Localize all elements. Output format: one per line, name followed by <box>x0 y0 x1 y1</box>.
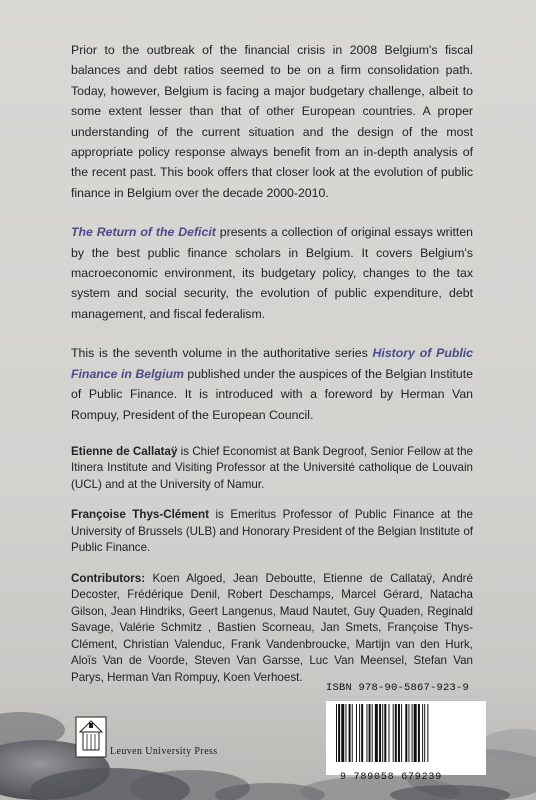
intro-paragraph: Prior to the outbreak of the financial crisis in 2008 Belgium's fiscal balances and debt ratios seemed to be on a firm consolidation path. Today, however, Belgium is facing a major budgetary challenge, albeit to some extent lesser than that of other European countries. A proper understanding of the current situation and the design of the most appropriate policy response always benefit from an in-depth analysis of the recent past. This book offers that closer look at the evolution of public finance in Belgium over the decade 2000-2010. <box>71 43 473 200</box>
barcode-bar <box>361 704 363 762</box>
building-icon <box>75 716 115 760</box>
contributors-paragraph <box>71 571 473 687</box>
barcode-bar <box>338 704 340 762</box>
barcode-bar <box>414 704 417 762</box>
publisher-name: Leuven University Press <box>110 746 218 757</box>
barcode-bar <box>375 704 378 762</box>
series-title: History of Public Finance in Belgium <box>71 346 474 381</box>
series-paragraph <box>71 343 473 425</box>
barcode-bar <box>369 704 371 762</box>
barcode-bar <box>341 704 344 762</box>
author-description: is Emeritus Professor of Public Finance at the University of Brussels (ULB) and Honorary President of the Belgian Institute of Public Finance. <box>71 508 474 555</box>
barcode-bar <box>345 704 346 762</box>
author-bio <box>71 507 473 557</box>
contributors-list: Koen Algoed, Jean Deboutte, Etienne de Callataÿ, André Decoster, Frédérique Denil, Robert Deschamps, Marcel Gérard, Natacha Gilson, Jean Hindriks, Geert Langenus, Maud Nautet, Guy Quaden, Reginald Savage, Valérie Schmitz , Bastien Scorneau, Jan Smets, Françoise Thys-Clément, Christian Valenduc, Frank Vandenbroucke, Martijn van den Hurk, Aloïs Van de Voorde, Steven Van Garsse, Luc Van Meensel, Stefan Van Parys, Herman Van Rompuy, Koen Verhoest. <box>71 571 473 684</box>
barcode-bar <box>424 704 425 762</box>
barcode-bar <box>389 704 390 762</box>
barcode-bar <box>352 704 353 762</box>
isbn-label: ISBN 978-90-5867-923-9 <box>326 682 470 694</box>
barcode-bar <box>356 704 357 762</box>
barcode-bar <box>398 704 400 762</box>
cover-text <box>71 40 473 705</box>
author-description: is Chief Economist at Bank Degroof, Senior Fellow at the Itinera Institute and Visiting Professor at the Université catholique de Louvain (UCL) and at the University of Namur. <box>71 444 473 491</box>
barcode-bar <box>384 704 386 762</box>
contributors-label: Contributors: <box>71 571 146 585</box>
barcode-bar <box>405 704 407 762</box>
barcode-bar <box>372 704 373 762</box>
barcode-bar <box>412 704 413 762</box>
book-description: presents a collection of original essays written by the best public finance scholars in Belgium. It covers Belgium's macroeconomic environment, its budgetary policy, changes to the tax system and social security, the evolution of public expenditure, debt management, and fiscal federalism. <box>71 225 473 321</box>
barcode-bar <box>418 704 420 762</box>
barcode-image <box>326 701 486 775</box>
barcode-bar <box>359 704 360 762</box>
barcode-bar <box>393 704 394 762</box>
barcode-bar <box>395 704 397 762</box>
barcode-bar <box>336 704 337 762</box>
author-bio <box>71 444 473 494</box>
author-name: Etienne de Callataÿ <box>71 444 178 458</box>
series-intro: This is the seventh volume in the authoritative series <box>71 346 373 361</box>
barcode-bar <box>349 704 351 762</box>
description-paragraph <box>71 222 473 324</box>
barcode-number: 9 789058 679239 <box>340 772 443 783</box>
series-details: published under the auspices of the Belgian Institute of Public Finance. It is introduced with a foreword by Herman Van Rompuy, President of the European Council. <box>71 366 473 422</box>
barcode-bar <box>422 704 423 762</box>
barcode-bar <box>427 704 428 762</box>
barcode-bar <box>401 704 402 762</box>
barcode-bar <box>408 704 409 762</box>
barcode-bar <box>366 704 367 762</box>
book-title: The Return of the Deficit <box>71 225 216 240</box>
barcode-bar <box>379 704 381 762</box>
author-name: Françoise Thys-Clément <box>71 508 209 522</box>
barcode-bar <box>382 704 383 762</box>
